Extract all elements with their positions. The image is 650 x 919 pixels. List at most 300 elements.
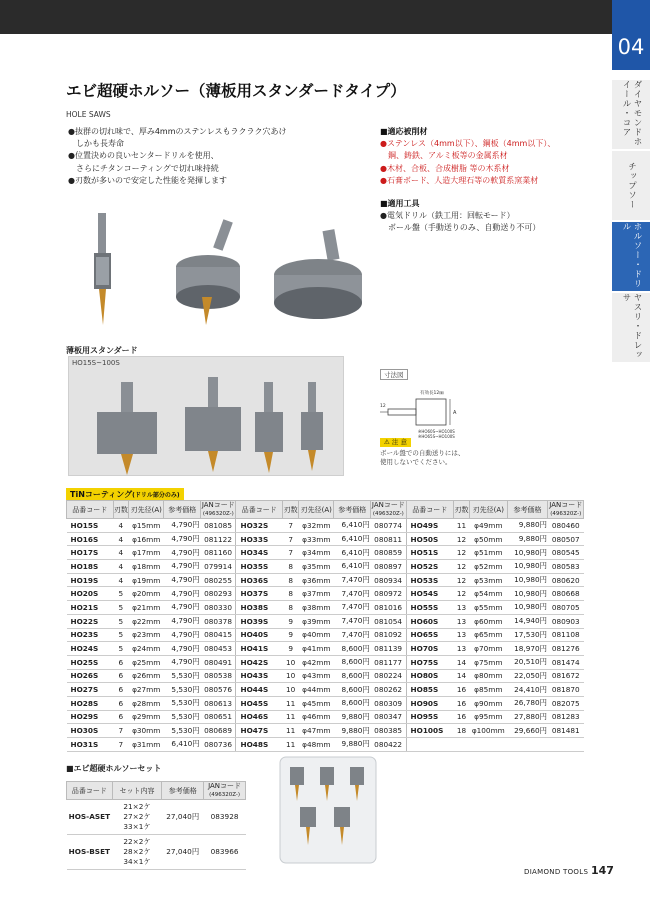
spec-jan: 080811 xyxy=(371,532,406,546)
spec-jan: 080309 xyxy=(371,696,406,710)
spec-jan: 081085 xyxy=(201,519,236,533)
set-content-line: 34×1ケ xyxy=(123,857,151,866)
col-code: 品番コード xyxy=(406,501,453,519)
spec-dia: φ37mm xyxy=(299,587,334,601)
spec-jan: 080972 xyxy=(371,587,406,601)
col-dia: 刃先径(A) xyxy=(129,501,164,519)
product-illustration xyxy=(70,185,370,335)
spec-price: 4,790円 xyxy=(164,519,201,533)
spec-code: HO39S xyxy=(236,614,283,628)
spec-price: 22,050円 xyxy=(507,669,548,683)
spec-code: HO30S xyxy=(67,724,114,738)
spec-code: HO100S xyxy=(406,724,453,738)
caution-box xyxy=(380,438,464,467)
spec-code: HO36S xyxy=(236,573,283,587)
spec-jan: 080859 xyxy=(371,546,406,560)
spec-price: 4,790円 xyxy=(164,532,201,546)
spec-jan: 081870 xyxy=(548,683,584,697)
standard-photo xyxy=(68,356,344,476)
spec-dia: φ46mm xyxy=(299,710,334,724)
feature-list xyxy=(68,126,287,187)
warning-icon: ⚠ xyxy=(384,438,390,446)
spec-row xyxy=(67,683,584,697)
spec-teeth: 6 xyxy=(113,655,129,669)
spec-price: 5,530円 xyxy=(164,683,201,697)
spec-teeth: 11 xyxy=(283,738,299,752)
col-jan-sub: (496320Z-) xyxy=(202,511,234,517)
spec-dia: φ70mm xyxy=(470,642,508,656)
spec-jan: 080507 xyxy=(548,532,584,546)
spec-price: 10,980円 xyxy=(507,601,548,615)
spec-dia: φ53mm xyxy=(470,573,508,587)
spec-dia: φ17mm xyxy=(129,546,164,560)
spec-code: HO37S xyxy=(236,587,283,601)
spec-jan: 080255 xyxy=(201,573,236,587)
spec-teeth: 5 xyxy=(113,642,129,656)
col-jan-label: JANコード xyxy=(201,501,235,509)
spec-code: HO75S xyxy=(406,655,453,669)
spec-jan: 081108 xyxy=(548,628,584,642)
spec-dia: φ36mm xyxy=(299,573,334,587)
spec-row xyxy=(67,655,584,669)
spec-price: 6,410円 xyxy=(164,738,201,752)
set-col-content: セット内容 xyxy=(112,782,162,800)
spec-price: 7,470円 xyxy=(334,601,371,615)
materials-section xyxy=(380,126,555,187)
spec-teeth: 4 xyxy=(113,519,129,533)
spec-dia: φ15mm xyxy=(129,519,164,533)
col-jan-sub: (496320Z-) xyxy=(372,511,404,517)
feature-line: さらにチタンコーティングで切れ味持続 xyxy=(68,163,219,173)
spec-code: HO22S xyxy=(67,614,114,628)
dimension-note: 有効長12㎜ xyxy=(420,391,444,396)
dimension-label: 寸法図 xyxy=(380,369,408,380)
spec-dia: φ45mm xyxy=(299,696,334,710)
side-tab-file[interactable]: ヤスリ・ドレッサ xyxy=(612,293,650,363)
col-dia: 刃先径(A) xyxy=(299,501,334,519)
set-col-jan-label: JANコード xyxy=(208,782,242,790)
spec-teeth: 13 xyxy=(453,614,469,628)
spec-teeth: 12 xyxy=(453,546,469,560)
dimension-value: 12 xyxy=(380,404,386,409)
dimension-drawing xyxy=(380,381,480,441)
spec-dia: φ31mm xyxy=(129,738,164,752)
spec-code: HO42S xyxy=(236,655,283,669)
spec-price: 4,790円 xyxy=(164,573,201,587)
spec-jan: 080347 xyxy=(371,710,406,724)
spec-price: 7,470円 xyxy=(334,614,371,628)
spec-teeth: 5 xyxy=(113,587,129,601)
spec-code: HO55S xyxy=(406,601,453,615)
col-teeth: 刃数 xyxy=(283,501,299,519)
spec-dia: φ29mm xyxy=(129,710,164,724)
spec-teeth: 12 xyxy=(453,573,469,587)
spec-price: 9,880円 xyxy=(507,532,548,546)
spec-teeth: 12 xyxy=(453,587,469,601)
spec-dia: φ21mm xyxy=(129,601,164,615)
dimension-remark: ※HO65S~HO100S xyxy=(418,434,455,439)
spec-teeth: 12 xyxy=(453,532,469,546)
spec-price: 7,470円 xyxy=(334,587,371,601)
spec-teeth: 8 xyxy=(283,560,299,574)
spec-code: HO24S xyxy=(67,642,114,656)
spec-row xyxy=(67,669,584,683)
spec-jan: 080668 xyxy=(548,587,584,601)
spec-code: HO45S xyxy=(236,696,283,710)
spec-row xyxy=(67,724,584,738)
spec-teeth: 4 xyxy=(113,546,129,560)
caution-text: 使用しないでください。 xyxy=(380,458,452,466)
spec-price: 5,530円 xyxy=(164,669,201,683)
spec-price: 10,980円 xyxy=(507,573,548,587)
page-subtitle: HOLE SAWS xyxy=(66,110,111,119)
spec-code: HO20S xyxy=(67,587,114,601)
feature-line: しかも長寿命 xyxy=(68,139,124,149)
spec-teeth: 16 xyxy=(453,683,469,697)
spec-teeth: 13 xyxy=(453,601,469,615)
spec-teeth: 18 xyxy=(453,724,469,738)
spec-price: 4,790円 xyxy=(164,642,201,656)
spec-row xyxy=(67,532,584,546)
spec-price: 26,780円 xyxy=(507,696,548,710)
spec-code: HO25S xyxy=(67,655,114,669)
spec-jan: 081122 xyxy=(201,532,236,546)
footer xyxy=(0,864,650,919)
side-tab-tip-saw[interactable]: チップソー xyxy=(612,151,650,221)
spec-dia: φ16mm xyxy=(129,532,164,546)
spec-teeth: 4 xyxy=(113,573,129,587)
spec-price: 27,880円 xyxy=(507,710,548,724)
spec-teeth: 7 xyxy=(113,738,129,752)
spec-price: 9,880円 xyxy=(334,738,371,752)
standard-photo-caption: HO15S~100S xyxy=(72,359,120,367)
spec-dia: φ100mm xyxy=(470,724,508,738)
spec-jan: 080903 xyxy=(548,614,584,628)
spec-code: HO21S xyxy=(67,601,114,615)
spec-table xyxy=(66,500,584,752)
col-code: 品番コード xyxy=(67,501,114,519)
spec-jan: 080491 xyxy=(201,655,236,669)
spec-price: 5,530円 xyxy=(164,724,201,738)
spec-price: 9,880円 xyxy=(334,724,371,738)
spec-row xyxy=(67,738,584,752)
spec-row xyxy=(67,601,584,615)
spec-code: HO70S xyxy=(406,642,453,656)
side-tab-hole-saw[interactable]: ホルソー・ドリル xyxy=(612,222,650,292)
spec-code: HO60S xyxy=(406,614,453,628)
spec-teeth: 11 xyxy=(453,519,469,533)
set-content-line: 22×2ケ xyxy=(123,837,151,846)
spec-dia: φ51mm xyxy=(470,546,508,560)
spec-code: HO15S xyxy=(67,519,114,533)
spec-jan: 080705 xyxy=(548,601,584,615)
spec-price: 10,980円 xyxy=(507,546,548,560)
tool-item: ●電気ドリル（鉄工用：回転モード） xyxy=(380,211,515,221)
spec-jan: 080897 xyxy=(371,560,406,574)
spec-code: HO29S xyxy=(67,710,114,724)
spec-jan: 081283 xyxy=(548,710,584,724)
spec-jan: 080460 xyxy=(548,519,584,533)
standard-photo-image xyxy=(69,357,345,477)
spec-price: 6,410円 xyxy=(334,532,371,546)
hole-saw-medium-image xyxy=(176,219,240,325)
spec-teeth: 16 xyxy=(453,696,469,710)
spec-jan: 081474 xyxy=(548,655,584,669)
set-price: 27,040円 xyxy=(162,800,204,835)
spec-row xyxy=(67,519,584,533)
spec-jan: 080453 xyxy=(201,642,236,656)
spec-code: HO26S xyxy=(67,669,114,683)
col-price: 参考価格 xyxy=(334,501,371,519)
set-content-line: 33×1ケ xyxy=(123,822,151,831)
spec-jan: 081276 xyxy=(548,642,584,656)
spec-price: 8,600円 xyxy=(334,683,371,697)
spec-dia: φ49mm xyxy=(470,519,508,533)
spec-price xyxy=(507,738,548,752)
feature-line: ●位置決めの良いセンタードリルを使用、 xyxy=(68,151,219,161)
col-price: 参考価格 xyxy=(507,501,548,519)
spec-teeth: 8 xyxy=(283,587,299,601)
dimension-diagram xyxy=(380,362,480,445)
spec-dia: φ20mm xyxy=(129,587,164,601)
spec-teeth: 14 xyxy=(453,655,469,669)
spec-jan: 080545 xyxy=(548,546,584,560)
spec-jan: 080583 xyxy=(548,560,584,574)
spec-jan: 080385 xyxy=(371,724,406,738)
spec-code: HO90S xyxy=(406,696,453,710)
caution-text: ボール盤での自動送りには、 xyxy=(380,449,465,457)
spec-teeth: 5 xyxy=(113,628,129,642)
spec-teeth: 11 xyxy=(283,710,299,724)
spec-code: HO53S xyxy=(406,573,453,587)
spec-dia: φ42mm xyxy=(299,655,334,669)
set-table xyxy=(66,781,246,870)
spec-jan: 080736 xyxy=(201,738,236,752)
spec-row xyxy=(67,614,584,628)
spec-dia: φ33mm xyxy=(299,532,334,546)
spec-teeth: 5 xyxy=(113,601,129,615)
col-teeth: 刃数 xyxy=(113,501,129,519)
spec-price: 9,880円 xyxy=(334,710,371,724)
spec-jan: 080576 xyxy=(201,683,236,697)
spec-dia: φ85mm xyxy=(470,683,508,697)
spec-code: HO17S xyxy=(67,546,114,560)
spec-price: 24,410円 xyxy=(507,683,548,697)
spec-code: HO43S xyxy=(236,669,283,683)
spec-jan: 081160 xyxy=(201,546,236,560)
spec-price: 4,790円 xyxy=(164,628,201,642)
standard-label: 薄板用スタンダード xyxy=(66,346,138,355)
dimension-symbol: A xyxy=(453,410,457,416)
spec-row xyxy=(67,696,584,710)
spec-price: 6,410円 xyxy=(334,546,371,560)
col-jan xyxy=(371,501,406,519)
spec-price: 8,600円 xyxy=(334,655,371,669)
spec-jan: 080774 xyxy=(371,519,406,533)
spec-price: 5,530円 xyxy=(164,696,201,710)
set-col-jan xyxy=(204,782,246,800)
spec-teeth: 4 xyxy=(113,532,129,546)
spec-dia: φ40mm xyxy=(299,628,334,642)
spec-code: HO28S xyxy=(67,696,114,710)
spec-price: 10,980円 xyxy=(507,587,548,601)
feature-line: ●抜群の切れ味で、厚み4mmのステンレスもラクラク穴あけ xyxy=(68,127,287,136)
spec-code: HO65S xyxy=(406,628,453,642)
spec-code: HO33S xyxy=(236,532,283,546)
tools-section xyxy=(380,198,540,235)
spec-dia: φ30mm xyxy=(129,724,164,738)
spec-teeth: 16 xyxy=(453,710,469,724)
spec-teeth: 6 xyxy=(113,669,129,683)
spec-price: 8,600円 xyxy=(334,642,371,656)
spec-dia: φ41mm xyxy=(299,642,334,656)
spec-price: 20,510円 xyxy=(507,655,548,669)
spec-price: 5,530円 xyxy=(164,710,201,724)
spec-dia: φ25mm xyxy=(129,655,164,669)
spec-jan: 080651 xyxy=(201,710,236,724)
spec-teeth: 10 xyxy=(283,683,299,697)
spec-code xyxy=(406,738,453,752)
chapter-number: 04 xyxy=(612,0,650,70)
spec-code: HO35S xyxy=(236,560,283,574)
spec-code: HO48S xyxy=(236,738,283,752)
spec-code: HO38S xyxy=(236,601,283,615)
set-col-code: 品番コード xyxy=(67,782,113,800)
set-case-image xyxy=(278,755,378,865)
spec-code: HO52S xyxy=(406,560,453,574)
spec-teeth: 9 xyxy=(283,642,299,656)
spec-price: 4,790円 xyxy=(164,587,201,601)
spec-jan: 081016 xyxy=(371,601,406,615)
spec-dia: φ60mm xyxy=(470,614,508,628)
spec-dia: φ39mm xyxy=(299,614,334,628)
spec-teeth: 9 xyxy=(283,614,299,628)
spec-teeth: 13 xyxy=(453,628,469,642)
col-dia: 刃先径(A) xyxy=(470,501,508,519)
spec-code: HO80S xyxy=(406,669,453,683)
spec-dia: φ44mm xyxy=(299,683,334,697)
spec-jan: 081481 xyxy=(548,724,584,738)
set-content-line: 28×2ケ xyxy=(123,847,151,856)
spec-dia: φ43mm xyxy=(299,669,334,683)
set-col-price: 参考価格 xyxy=(162,782,204,800)
spec-teeth: 11 xyxy=(283,724,299,738)
col-jan-label: JANコード xyxy=(549,501,583,509)
hole-saw-large-image xyxy=(274,229,362,319)
material-item: ●石膏ボード、人造大理石等の軟質系窯業材 xyxy=(380,175,539,185)
spec-price: 8,600円 xyxy=(334,696,371,710)
set-label: ■エビ超硬ホルソーセット xyxy=(66,764,162,773)
spec-teeth: 6 xyxy=(113,696,129,710)
spec-price: 6,410円 xyxy=(334,519,371,533)
col-teeth: 刃数 xyxy=(453,501,469,519)
set-header-row xyxy=(67,782,246,800)
set-jan: 083928 xyxy=(204,800,246,835)
spec-teeth: 6 xyxy=(113,683,129,697)
spec-price: 7,470円 xyxy=(334,573,371,587)
spec-jan: 081177 xyxy=(371,655,406,669)
spec-price: 4,790円 xyxy=(164,601,201,615)
spec-price: 17,530円 xyxy=(507,628,548,642)
spec-header-row xyxy=(67,501,584,519)
spec-jan: 080620 xyxy=(548,573,584,587)
spec-teeth: 11 xyxy=(283,696,299,710)
spec-teeth: 8 xyxy=(283,573,299,587)
spec-dia: φ75mm xyxy=(470,655,508,669)
spec-price: 4,790円 xyxy=(164,560,201,574)
spec-dia: φ24mm xyxy=(129,642,164,656)
spec-dia: φ65mm xyxy=(470,628,508,642)
spec-price: 14,940円 xyxy=(507,614,548,628)
spec-jan xyxy=(548,738,584,752)
spec-jan: 081672 xyxy=(548,669,584,683)
col-jan xyxy=(201,501,236,519)
spec-code: HO32S xyxy=(236,519,283,533)
spec-code: HO47S xyxy=(236,724,283,738)
set-code: HOS-ASET xyxy=(67,800,113,835)
spec-dia: φ52mm xyxy=(470,560,508,574)
page-title: エビ超硬ホルソー（薄板用スタンダードタイプ） xyxy=(66,82,406,100)
spec-price: 18,970円 xyxy=(507,642,548,656)
spec-price: 4,790円 xyxy=(164,546,201,560)
spec-jan: 081139 xyxy=(371,642,406,656)
spec-teeth: 10 xyxy=(283,655,299,669)
spec-jan: 081092 xyxy=(371,628,406,642)
spec-code: HO19S xyxy=(67,573,114,587)
spec-price: 4,790円 xyxy=(164,614,201,628)
feature-line: ●刃数が多いので安定した性能を発揮します xyxy=(68,175,227,185)
spec-jan: 080293 xyxy=(201,587,236,601)
spec-teeth: 10 xyxy=(283,669,299,683)
spec-teeth: 5 xyxy=(113,614,129,628)
set-code: HOS-BSET xyxy=(67,835,113,870)
side-tab-diamond-wheel[interactable]: ダイヤモンドホイール・コア xyxy=(612,80,650,150)
spec-dia: φ90mm xyxy=(470,696,508,710)
hole-saw-small-image xyxy=(94,213,111,325)
spec-jan: 080378 xyxy=(201,614,236,628)
dimension-remark: ※HO60S~HO100S xyxy=(418,429,455,434)
tool-item: ボール盤（手動送りのみ、自動送り不可） xyxy=(380,223,541,233)
spec-price: 10,980円 xyxy=(507,560,548,574)
spec-teeth: 7 xyxy=(283,546,299,560)
spec-teeth: 9 xyxy=(283,628,299,642)
spec-price: 4,790円 xyxy=(164,655,201,669)
spec-teeth: 13 xyxy=(453,642,469,656)
spec-jan: 080422 xyxy=(371,738,406,752)
spec-jan: 080689 xyxy=(201,724,236,738)
spec-dia: φ23mm xyxy=(129,628,164,642)
material-item: ●ステンレス（4mm以下）、鋼板（4mm以下）、 xyxy=(380,139,556,149)
spec-price: 29,660円 xyxy=(507,724,548,738)
spec-row xyxy=(67,573,584,587)
spec-dia: φ32mm xyxy=(299,519,334,533)
caution-tag-text: 注 意 xyxy=(391,438,407,446)
col-price: 参考価格 xyxy=(164,501,201,519)
spec-teeth: 8 xyxy=(283,601,299,615)
set-col-jan-sub: (496320Z-) xyxy=(209,792,241,798)
spec-code: HO95S xyxy=(406,710,453,724)
spec-dia: φ80mm xyxy=(470,669,508,683)
spec-dia: φ28mm xyxy=(129,696,164,710)
col-jan-sub: (496320Z-) xyxy=(550,511,582,517)
spec-price: 8,600円 xyxy=(334,669,371,683)
spec-jan: 080330 xyxy=(201,601,236,615)
spec-dia: φ19mm xyxy=(129,573,164,587)
spec-code: HO40S xyxy=(236,628,283,642)
spec-code: HO16S xyxy=(67,532,114,546)
spec-teeth: 4 xyxy=(113,560,129,574)
spec-dia: φ27mm xyxy=(129,683,164,697)
